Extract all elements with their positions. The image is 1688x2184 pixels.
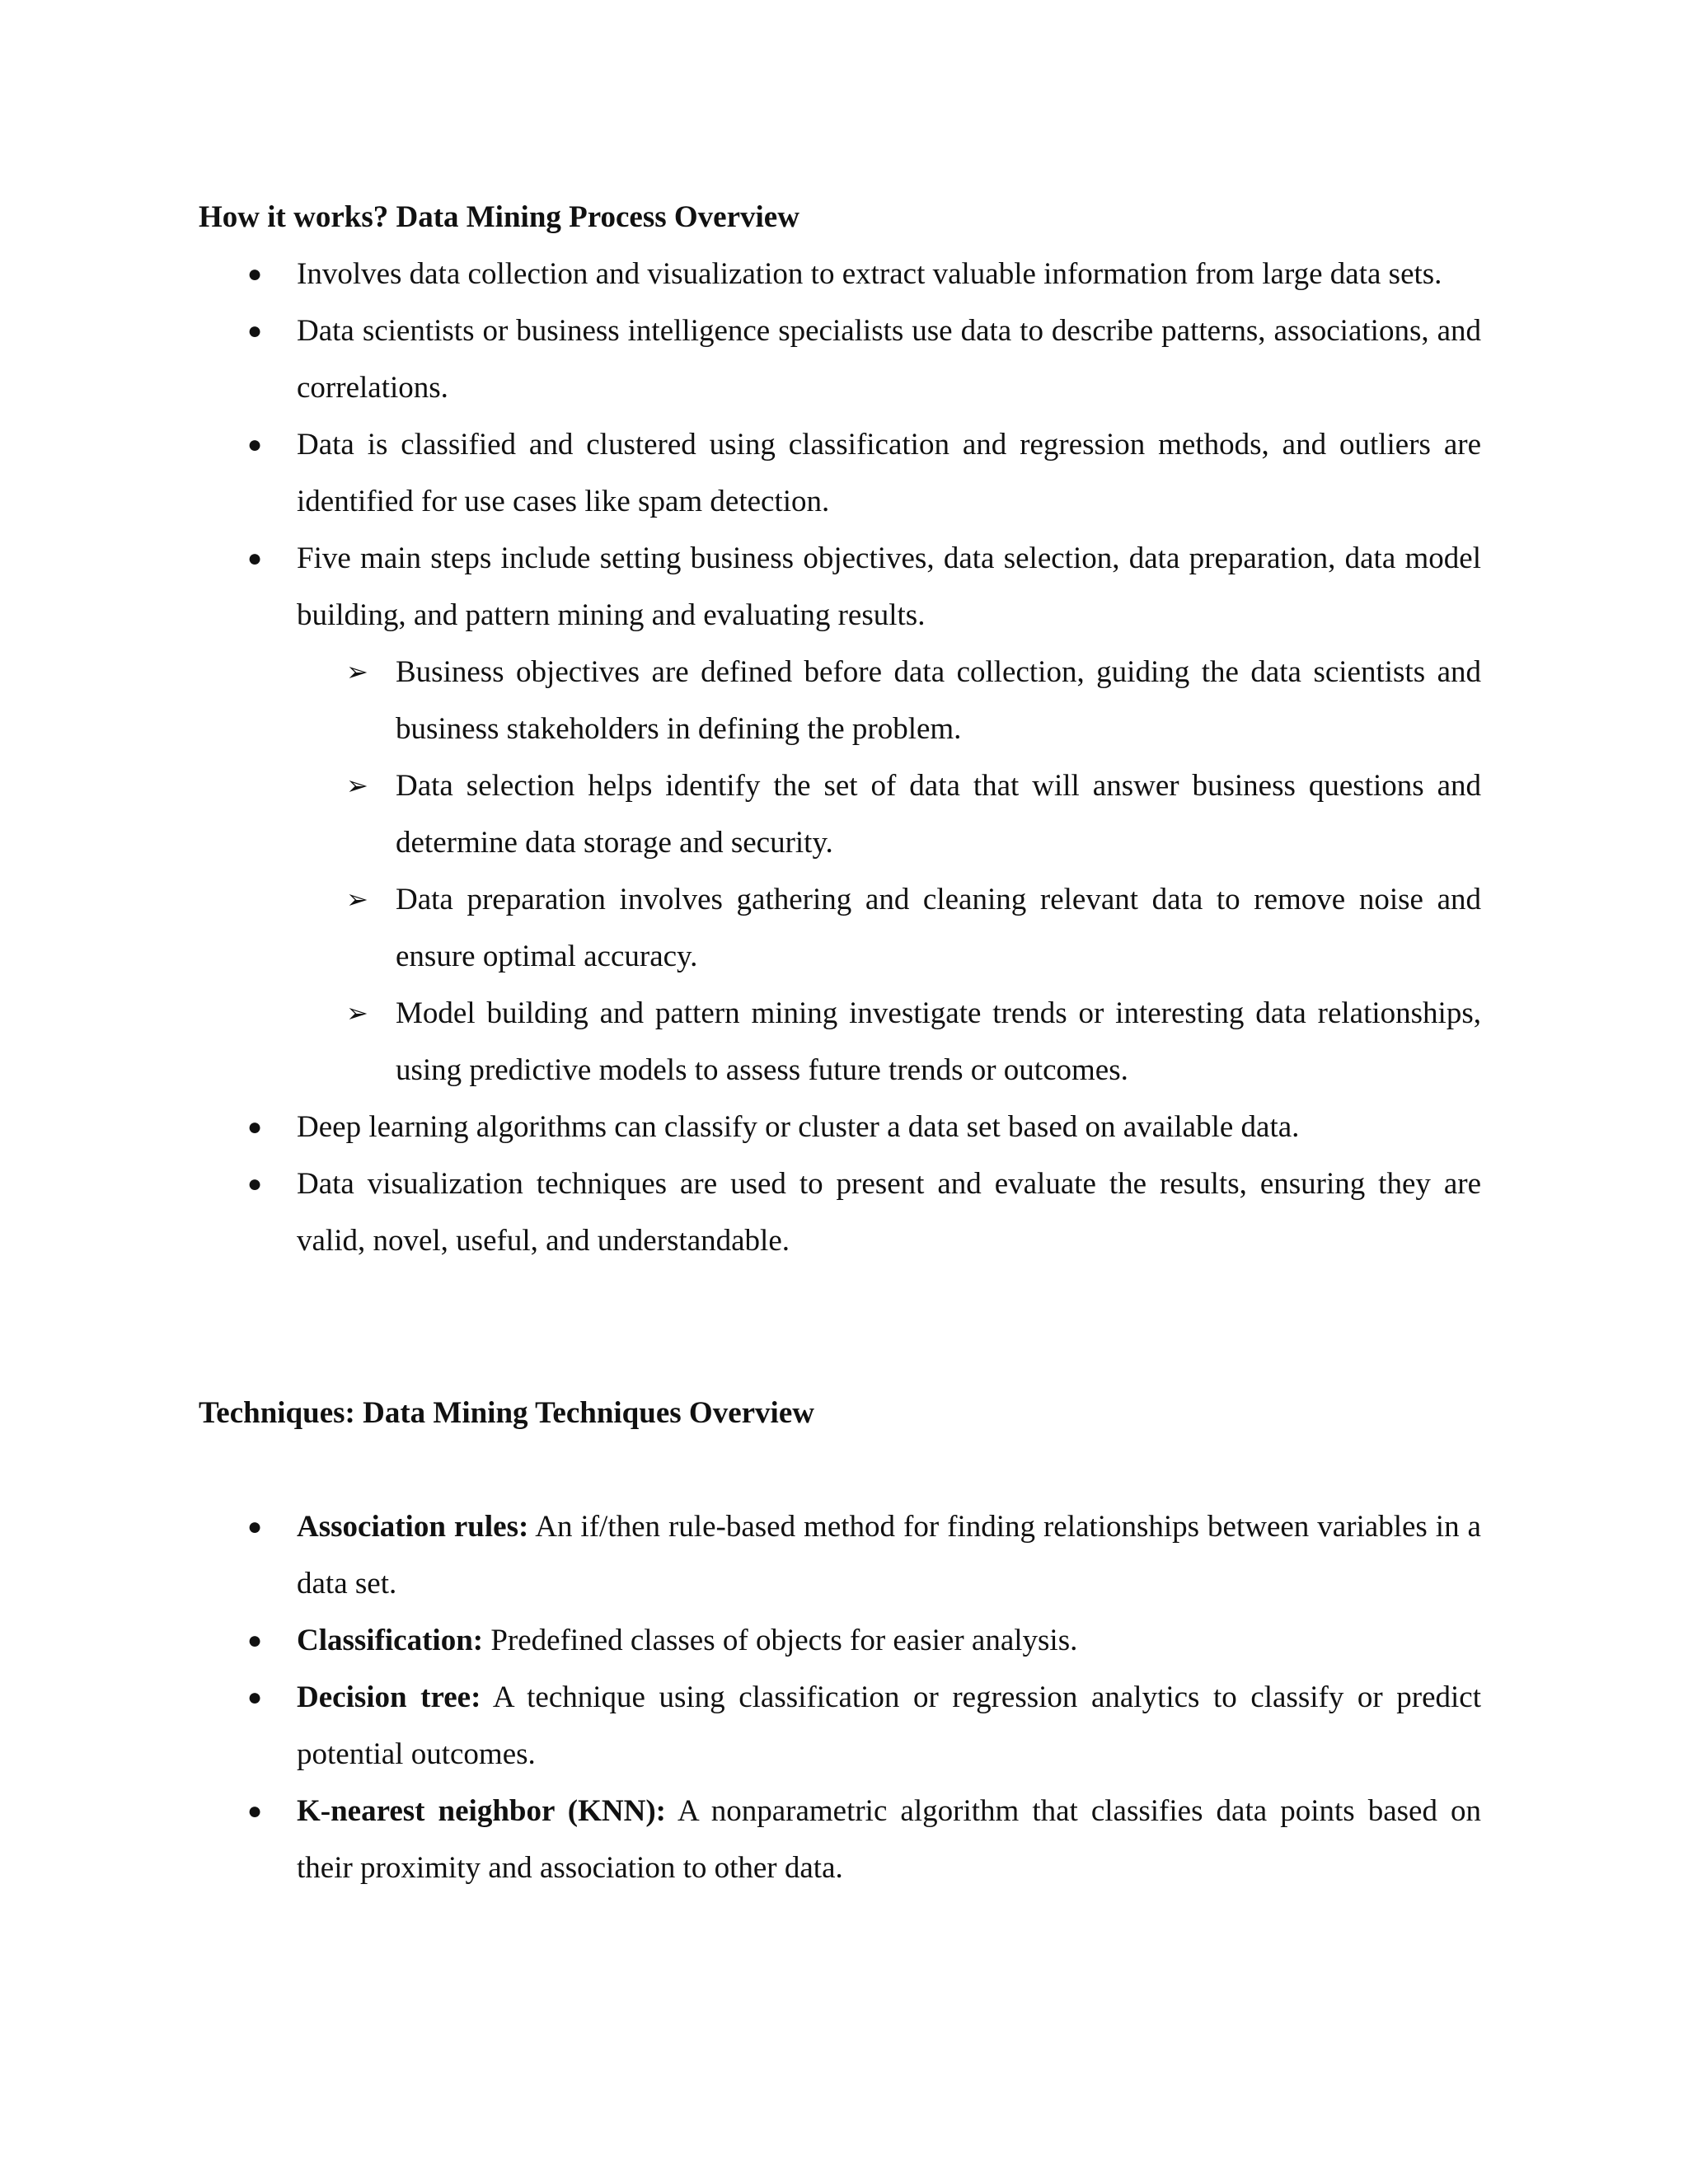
arrow-bullet-icon: ➢ xyxy=(346,657,368,687)
bullet-icon: ● xyxy=(247,260,263,288)
section-heading-how-it-works: How it works? Data Mining Process Overview xyxy=(199,200,799,234)
technique-term: Decision tree: xyxy=(297,1680,481,1714)
list-item-text: Data visualization techniques are used to present and evaluate the results, ensuring they are valid, novel, useful, and understandable. xyxy=(297,1167,1481,1258)
list-item-text: Involves data collection and visualization to extract valuable information from large data sets. xyxy=(297,257,1442,291)
bullet-icon: ● xyxy=(247,317,263,344)
technique-description: Predefined classes of objects for easier analysis. xyxy=(483,1624,1078,1657)
list-item xyxy=(247,1498,1481,1612)
bullet-icon: ● xyxy=(247,431,263,458)
bullet-icon: ● xyxy=(247,1513,263,1540)
list-item xyxy=(247,416,1481,530)
bullet-icon: ● xyxy=(247,1627,263,1654)
list-item-text: Deep learning algorithms can classify or cluster a data set based on available data. xyxy=(297,1110,1300,1144)
technique-term: K-nearest neighbor (KNN): xyxy=(297,1794,666,1828)
techniques-list xyxy=(0,1498,1688,1896)
arrow-bullet-icon: ➢ xyxy=(346,998,368,1028)
technique-description: A technique using classification or regression analytics to classify or predict potential outcomes. xyxy=(297,1680,1481,1771)
list-item xyxy=(247,1099,1481,1155)
list-item-text: Data scientists or business intelligence specialists use data to describe patterns, associations, and correlations. xyxy=(297,314,1481,405)
sub-list-item-text: Business objectives are defined before data collection, guiding the data scientists and business stakeholders in defining the problem. xyxy=(396,655,1481,746)
sub-list-item xyxy=(346,757,1481,871)
list-item xyxy=(247,530,1481,644)
technique-description: An if/then rule-based method for finding relationships between variables in a data set. xyxy=(297,1510,1481,1601)
list-item xyxy=(247,1669,1481,1783)
technique-description: A nonparametric algorithm that classifies data points based on their proximity and association to other data. xyxy=(297,1794,1481,1885)
process-overview-list xyxy=(0,246,1688,1269)
sub-list-item xyxy=(346,985,1481,1099)
sub-list-item-text: Data preparation involves gathering and cleaning relevant data to remove noise and ensure optimal accuracy. xyxy=(396,883,1481,973)
list-item xyxy=(247,1155,1481,1269)
technique-term: Classification: xyxy=(297,1624,484,1657)
list-item-text: Data is classified and clustered using classification and regression methods, and outliers are identified for use cases like spam detection. xyxy=(297,428,1481,518)
list-item xyxy=(247,1612,1481,1669)
sub-list-item-text: Data selection helps identify the set of data that will answer business questions and determine data storage and security. xyxy=(396,769,1481,860)
list-item xyxy=(247,1783,1481,1896)
list-item xyxy=(247,302,1481,416)
section-heading-techniques: Techniques: Data Mining Techniques Overview xyxy=(199,1396,814,1430)
bullet-icon: ● xyxy=(247,1797,263,1825)
sub-list-item xyxy=(346,871,1481,985)
bullet-icon: ● xyxy=(247,1170,263,1197)
bullet-icon: ● xyxy=(247,545,263,572)
list-item xyxy=(247,246,1481,302)
list-item-text: Five main steps include setting business objectives, data selection, data preparation, data model building, and pattern mining and evaluating results. xyxy=(297,541,1481,632)
sub-list-item xyxy=(346,644,1481,757)
technique-term: Association rules: xyxy=(297,1510,529,1544)
sub-list-item-text: Model building and pattern mining investigate trends or interesting data relationships, using predictive models to assess future trends or outcomes. xyxy=(396,996,1481,1087)
arrow-bullet-icon: ➢ xyxy=(346,771,368,800)
arrow-bullet-icon: ➢ xyxy=(346,884,368,914)
bullet-icon: ● xyxy=(247,1684,263,1711)
bullet-icon: ● xyxy=(247,1113,263,1141)
